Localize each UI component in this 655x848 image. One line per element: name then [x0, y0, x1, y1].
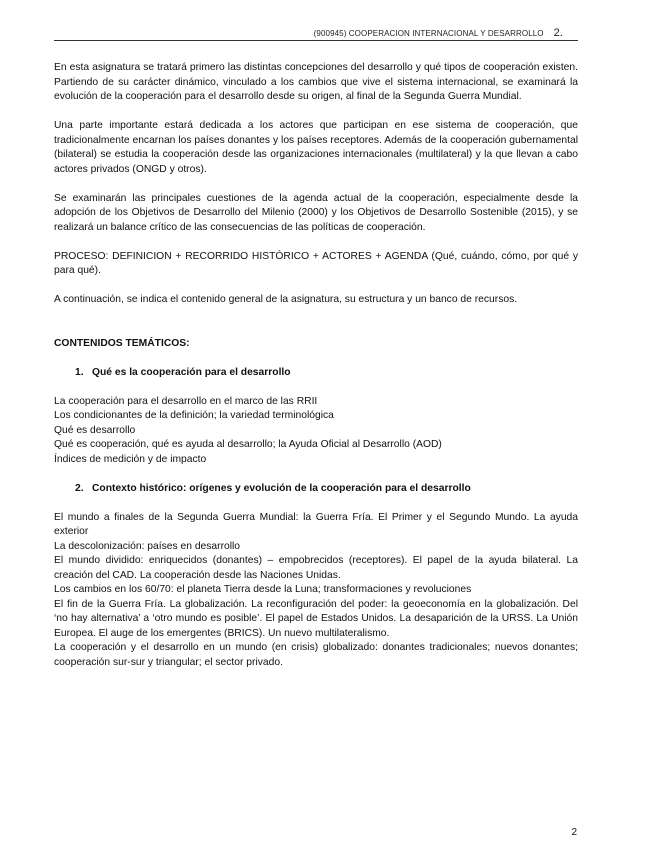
- section-1-line: Los condicionantes de la definición; la variedad terminológica: [54, 410, 334, 421]
- section-1-line: La cooperación para el desarrollo en el marco de las RRII: [54, 395, 318, 407]
- page-header: [314, 27, 563, 39]
- document-body: [54, 61, 578, 670]
- section-2-line: Los cambios en los 60/70: el planeta Tierra desde la Luna; transformaciones y revoluciones: [54, 584, 472, 595]
- intro-paragraph: En esta asignatura se tratará primero las distintas concepciones del desarrollo y qué tipos de cooperación existen. Partiendo de su carácter dinámico, vinculado a los cambios que vive el sistema internacional, se examinará la evolución de la cooperación para el desarrollo desde su origen, al final de la Segunda Guerra Mundial.: [54, 62, 578, 102]
- section-1-title: Qué es la cooperación para el desarrollo: [92, 366, 291, 378]
- agenda-paragraph: Se examinarán las principales cuestiones de la agenda actual de la cooperación, especialmente desde la adopción de los Objetivos de Desarrollo del Milenio (2000) y los Objetivos de Desarrollo Sostenible (2015), y se realizará un balance crítico de las consecuencias de las políticas de cooperación.: [54, 192, 578, 233]
- section-2-line: El fin de la Guerra Fría. La globalización. La reconfiguración del poder: la geoeconomía en la globalización. Del ‘no hay alternativa’ a ‘otro mundo es posible’. El papel de Estados Unidos. La desaparición de la URSS. La Unión Europea. El auge de los emergentes (BRICS). Un nuevo multilateralismo.: [54, 598, 578, 639]
- header-page-number: 2.: [553, 27, 563, 39]
- section-1-number: 1.: [75, 366, 84, 378]
- course-title: (900945) COOPERACION INTERNACIONAL Y DESARROLLO: [313, 29, 544, 38]
- section-1-line: Qué es cooperación, qué es ayuda al desarrollo; la Ayuda Oficial al Desarrollo (AOD): [54, 439, 442, 450]
- section-1-line: Qué es desarrollo: [54, 424, 136, 436]
- section-2-number: 2.: [75, 482, 84, 494]
- section-2-line: El mundo a finales de la Segunda Guerra Mundial: la Guerra Fría. El Primer y el Segundo Mundo. La ayuda exterior: [54, 511, 578, 537]
- actors-paragraph: Una parte importante estará dedicada a los actores que participan en ese sistema de cooperación, que tradicionalmente encarnan los países donantes y los países receptores. Además de la cooperación gubernamental (bilateral) se estudia la cooperación desde las organizaciones internacionales (multilateral) y la que llevan a cabo actores privados (ONGD y otros).: [54, 120, 578, 175]
- section-2-line: La descolonización: países en desarrollo: [54, 540, 241, 552]
- section-2-title: Contexto histórico: orígenes y evolución de la cooperación para el desarrollo: [92, 482, 471, 494]
- section-2-line: La cooperación y el desarrollo en un mundo (en crisis) globalizado: donantes tradicionales; nuevos donantes; cooperación sur-sur y triangular; el sector privado.: [54, 642, 578, 668]
- contents-intro-paragraph: A continuación, se indica el contenido general de la asignatura, su estructura y un banco de recursos.: [54, 294, 518, 305]
- header-rule: [54, 40, 578, 41]
- footer-page-number: 2: [571, 827, 577, 838]
- section-2-line: El mundo dividido: enriquecidos (donantes) – empobrecidos (receptores). El papel de la ayuda bilateral. La creación del CAD. La cooperación desde las Naciones Unidas.: [54, 555, 578, 581]
- section-1-line: Índices de medición y de impacto: [54, 453, 207, 465]
- section-2-heading: [54, 482, 578, 497]
- process-paragraph: PROCESO: DEFINICION + RECORRIDO HISTÓRICO + ACTORES + AGENDA (Qué, cuándo, cómo, por qué y para qué).: [54, 250, 578, 276]
- contents-heading: CONTENIDOS TEMÁTICOS:: [54, 337, 190, 349]
- section-1-heading: [54, 366, 578, 381]
